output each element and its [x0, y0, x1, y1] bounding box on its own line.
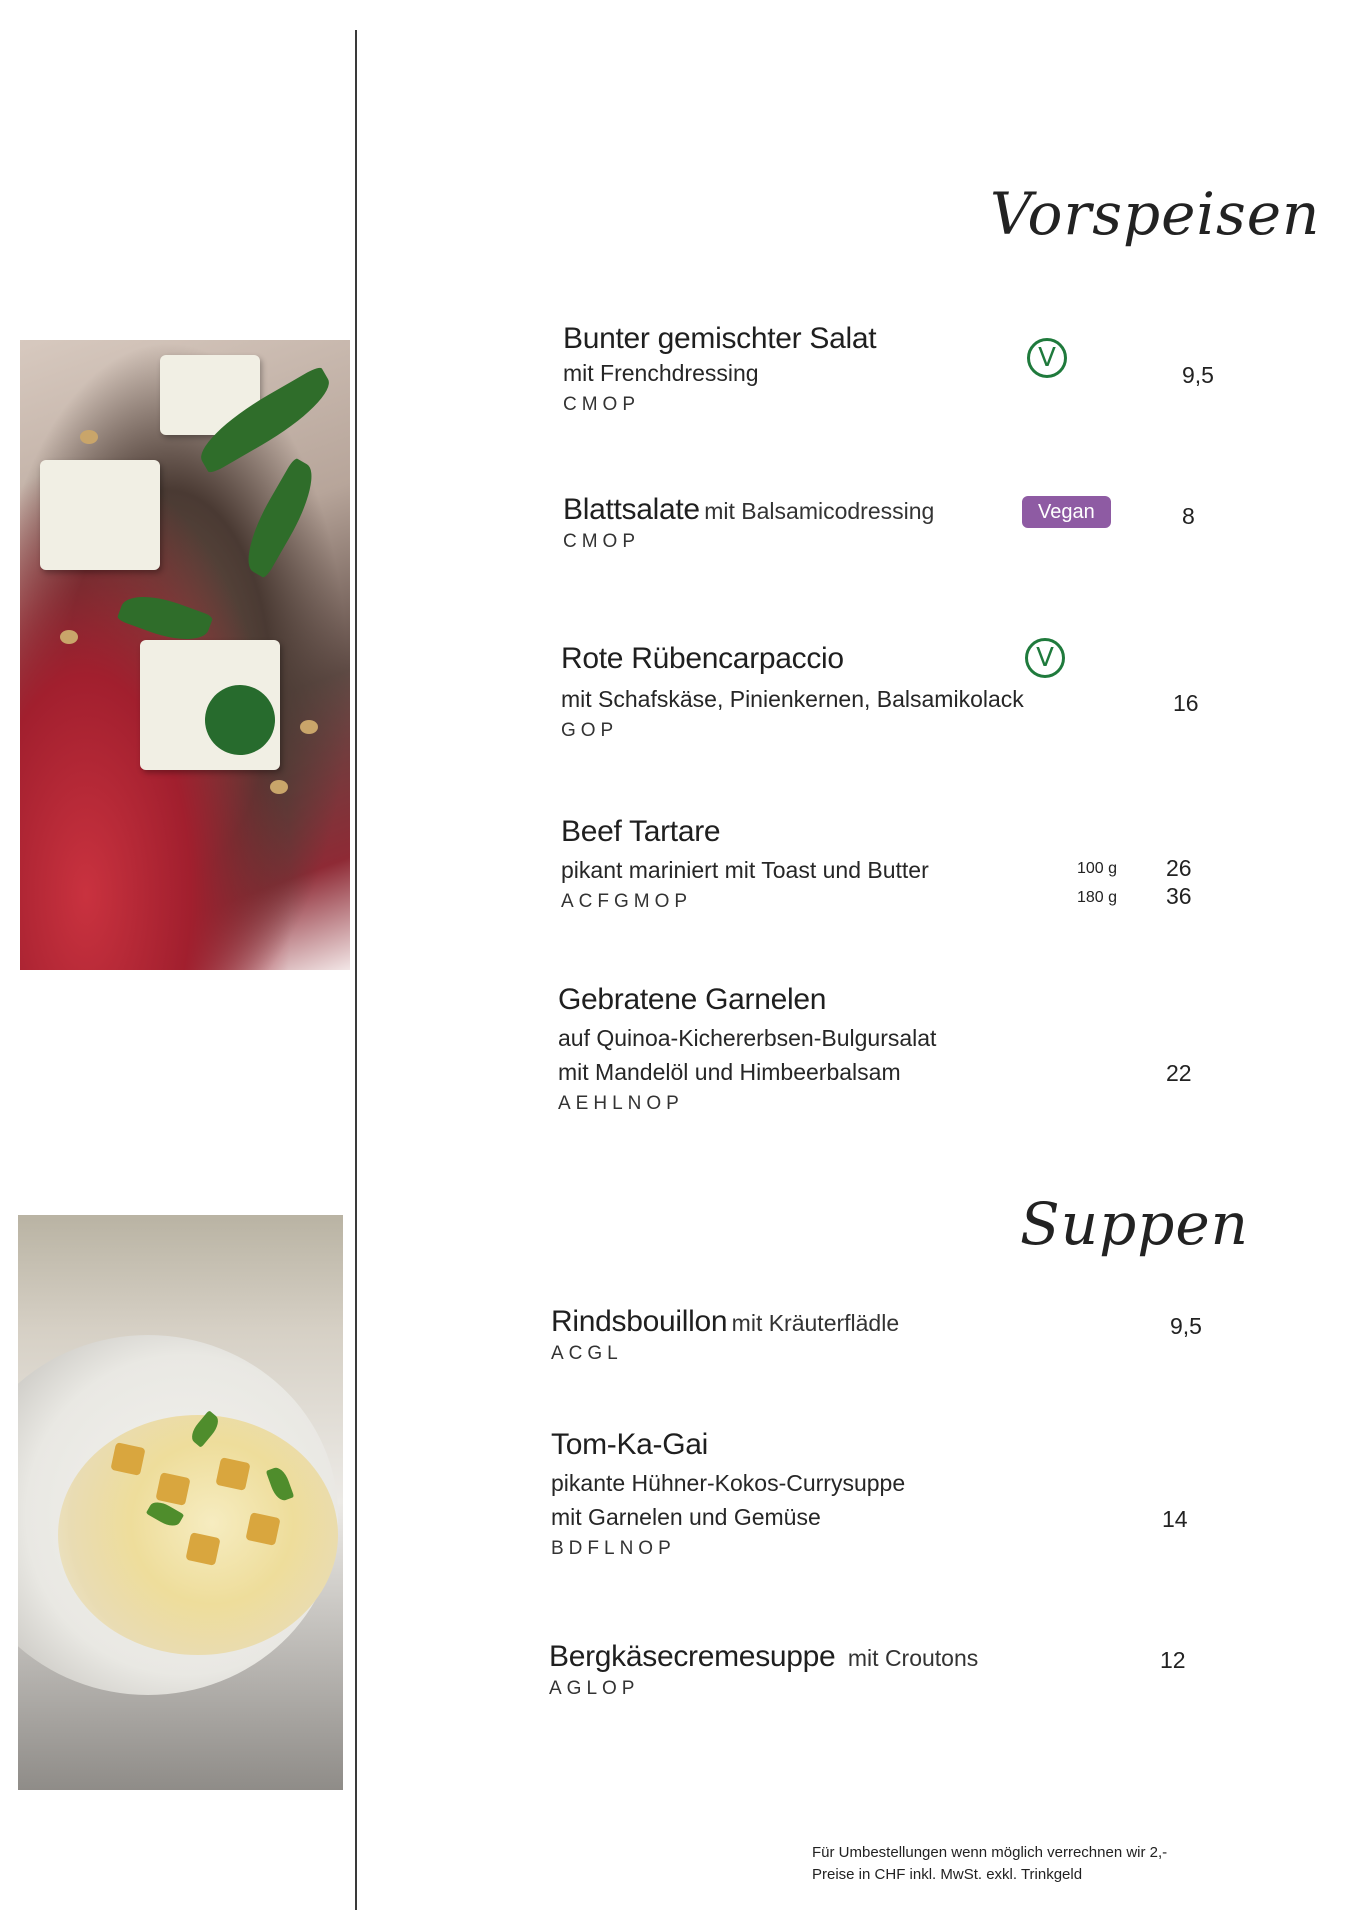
footer-note	[812, 1842, 1167, 1886]
pine-nut	[60, 630, 78, 644]
vegan-badge: Vegan	[1022, 496, 1111, 528]
crouton	[215, 1457, 250, 1491]
item-allergens: AEHLNOP	[558, 1093, 684, 1114]
item-description: pikant mariniert mit Toast und Butter	[561, 857, 929, 883]
item-price: 8	[1182, 503, 1195, 529]
item-description: pikante Hühner-Kokos-Currysuppe	[551, 1470, 906, 1496]
section-title-suppen: Suppen	[1020, 1190, 1250, 1258]
item-name: Bergkäsecremesuppe	[549, 1640, 836, 1673]
cheese-cube	[40, 460, 160, 570]
item-name: Beef Tartare	[561, 815, 721, 848]
pine-nut	[270, 780, 288, 794]
item-price: 14	[1162, 1506, 1188, 1532]
item-price: 22	[1166, 1060, 1192, 1086]
item-description: mit Frenchdressing	[563, 360, 759, 386]
menu-item	[561, 815, 929, 913]
crouton	[110, 1442, 145, 1476]
soup-photo	[18, 1215, 343, 1790]
arugula-leaf	[234, 457, 325, 579]
item-name: Bunter gemischter Salat	[563, 322, 877, 355]
item-price: 16	[1173, 690, 1199, 716]
item-description: mit Croutons	[847, 1645, 979, 1671]
section-title-vorspeisen: Vorspeisen	[990, 180, 1321, 248]
item-allergens: AGLOP	[549, 1678, 640, 1699]
item-allergens: BDFLNOP	[551, 1538, 676, 1559]
item-allergens: ACGL	[551, 1343, 623, 1364]
vertical-divider	[355, 30, 357, 1910]
salad-photo	[20, 340, 350, 970]
item-name: Blattsalate	[563, 493, 700, 526]
footer-line: Preise in CHF inkl. MwSt. exkl. Trinkgeld	[812, 1866, 1083, 1883]
item-allergens: CMOP	[563, 531, 640, 552]
item-price: 26	[1166, 855, 1192, 881]
item-description: auf Quinoa-Kichererbsen-Bulgursalat	[558, 1025, 937, 1051]
item-description: mit Kräuterflädle	[731, 1310, 900, 1336]
item-weight: 180 g	[1077, 889, 1118, 906]
menu-item	[563, 322, 876, 416]
item-allergens: ACFGMOP	[561, 891, 693, 912]
item-price: 9,5	[1170, 1313, 1202, 1339]
vegetarian-icon: V	[1025, 638, 1065, 678]
item-allergens: GOP	[561, 720, 619, 741]
item-price: 9,5	[1182, 362, 1214, 388]
item-name: Gebratene Garnelen	[558, 983, 827, 1016]
crouton	[155, 1472, 190, 1506]
menu-item	[549, 1640, 978, 1700]
vegetarian-icon: V	[1027, 338, 1067, 378]
item-name: Tom-Ka-Gai	[551, 1428, 709, 1461]
item-name: Rote Rübencarpaccio	[561, 642, 844, 675]
menu-item	[558, 983, 936, 1115]
item-description: mit Garnelen und Gemüse	[551, 1504, 821, 1530]
menu-item	[551, 1428, 905, 1560]
item-allergens: CMOP	[563, 394, 640, 415]
item-price: 36	[1166, 883, 1192, 909]
footer-line: Für Umbestellungen wenn möglich verrechnen wir 2,-	[812, 1844, 1168, 1861]
crouton	[185, 1532, 220, 1566]
menu-item	[561, 642, 1024, 742]
item-name: Rindsbouillon	[551, 1305, 728, 1338]
item-price: 12	[1160, 1647, 1186, 1673]
item-description: mit Mandelöl und Himbeerbalsam	[558, 1059, 901, 1085]
crouton	[245, 1512, 280, 1546]
item-description: mit Balsamicodressing	[704, 498, 935, 524]
menu-item	[563, 493, 934, 553]
item-weight: 100 g	[1077, 860, 1118, 877]
item-description: mit Schafskäse, Pinienkernen, Balsamikolack	[561, 686, 1024, 712]
pine-nut	[80, 430, 98, 444]
menu-item	[551, 1305, 899, 1365]
pine-nut	[300, 720, 318, 734]
